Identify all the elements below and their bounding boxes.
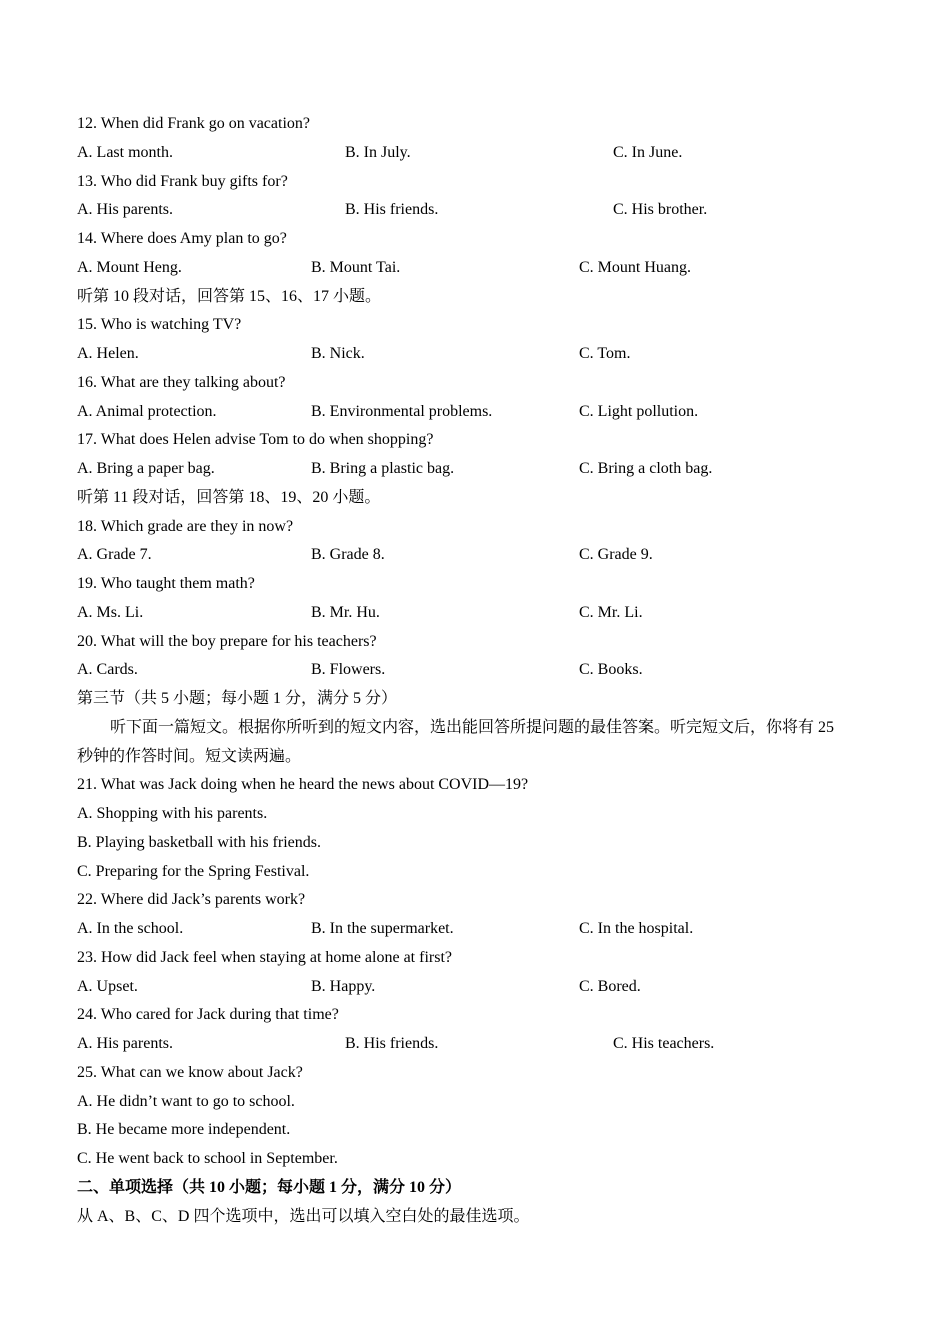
option-text: B. His friends. — [345, 201, 439, 219]
option-text: C. Mount Huang. — [579, 258, 691, 276]
option-text: C. Bored. — [579, 977, 641, 995]
text-line: 从 A、B、C、D 四个选项中，选出可以填入空白处的最佳选项。 — [77, 1207, 530, 1225]
text-line-row — [0, 373, 950, 393]
text-line-row — [0, 862, 950, 882]
option-row — [0, 977, 950, 997]
option-text: A. Ms. Li. — [77, 603, 144, 621]
text-line: 12. When did Frank go on vacation? — [77, 115, 310, 132]
option-text: A. Cards. — [77, 661, 138, 679]
option-text: C. Grade 9. — [579, 546, 653, 564]
text-line: 听第 10 段对话，回答第 15、16、17 小题。 — [77, 287, 382, 305]
option-row — [0, 459, 950, 479]
option-text: C. Bring a cloth bag. — [579, 460, 713, 477]
text-line-row — [0, 315, 950, 335]
option-text: A. Bring a paper bag. — [77, 460, 215, 477]
text-line-row — [0, 747, 950, 767]
text-line-row — [0, 114, 950, 134]
option-text: B. Mount Tai. — [311, 258, 401, 276]
text-line-row — [0, 574, 950, 594]
option-text: A. His parents. — [77, 1035, 173, 1052]
text-line: 20. What will the boy prepare for his teachers? — [77, 632, 377, 650]
text-line: 17. What does Helen advise Tom to do when shopping? — [77, 431, 434, 449]
option-text: C. Light pollution. — [579, 402, 699, 420]
text-line-row — [0, 948, 950, 968]
text-line: 24. Who cared for Jack during that time? — [77, 1006, 339, 1024]
text-line: A. Shopping with his parents. — [77, 805, 268, 822]
option-text: A. His parents. — [77, 201, 173, 219]
text-line-row — [0, 689, 950, 709]
text-line: 22. Where did Jack’s parents work? — [77, 891, 306, 909]
text-line-row — [0, 775, 950, 795]
option-row — [0, 1034, 950, 1054]
text-line-row — [0, 1092, 950, 1112]
text-line-row — [0, 430, 950, 450]
text-line: 秒钟的作答时间。短文读两遍。 — [77, 747, 302, 765]
text-line: C. He went back to school in September. — [77, 1150, 338, 1167]
option-text: C. His teachers. — [613, 1035, 715, 1052]
option-row — [0, 143, 950, 163]
section-heading-row — [0, 1178, 950, 1198]
text-line-row — [0, 833, 950, 853]
text-line: 21. What was Jack doing when he heard the news about COVID—19? — [77, 776, 529, 794]
text-line-row — [0, 1005, 950, 1025]
option-text: A. Last month. — [77, 143, 173, 161]
option-row — [0, 660, 950, 680]
option-text: C. Books. — [579, 661, 643, 679]
option-text: A. Grade 7. — [77, 546, 152, 564]
option-text: A. Animal protection. — [77, 402, 217, 420]
option-text: B. His friends. — [345, 1035, 439, 1052]
text-line: 25. What can we know about Jack? — [77, 1063, 303, 1081]
option-row — [0, 603, 950, 623]
section-heading: 二、单项选择（共 10 小题；每小题 1 分，满分 10 分） — [77, 1178, 462, 1196]
option-text: B. In July. — [345, 143, 411, 161]
text-line: C. Preparing for the Spring Festival. — [77, 862, 310, 880]
option-text: B. Bring a plastic bag. — [311, 460, 455, 477]
text-line-row — [0, 632, 950, 652]
text-line-row — [0, 1120, 950, 1140]
option-text: B. Mr. Hu. — [311, 603, 380, 621]
option-text: B. In the supermarket. — [311, 920, 454, 937]
text-line: 听第 11 段对话，回答第 18、19、20 小题。 — [77, 488, 381, 506]
text-line: B. He became more independent. — [77, 1121, 291, 1139]
option-row — [0, 258, 950, 278]
text-line: 16. What are they talking about? — [77, 373, 286, 391]
text-line: 23. How did Jack feel when staying at home alone at first? — [77, 948, 452, 966]
text-line-row — [0, 229, 950, 249]
option-text: A. Mount Heng. — [77, 258, 182, 276]
option-text: C. In the hospital. — [579, 920, 694, 937]
text-line: 15. Who is watching TV? — [77, 316, 242, 334]
text-line-row — [0, 488, 950, 508]
instruction-paragraph: 听下面一篇短文。根据你所听到的短文内容，选出能回答所提问题的最佳答案。听完短文后，你将有 25 — [110, 718, 835, 736]
text-line-row — [0, 1149, 950, 1169]
text-line: B. Playing basketball with his friends. — [77, 833, 321, 851]
text-line-row — [0, 287, 950, 307]
option-text: A. In the school. — [77, 920, 184, 937]
text-line-row — [0, 517, 950, 537]
option-row — [0, 402, 950, 422]
instruction-paragraph-row — [0, 718, 950, 738]
text-line: 18. Which grade are they in now? — [77, 517, 294, 535]
text-line: 19. Who taught them math? — [77, 575, 255, 592]
text-line-row — [0, 890, 950, 910]
text-line-row — [0, 804, 950, 824]
option-text: B. Nick. — [311, 345, 365, 362]
option-text: C. His brother. — [613, 201, 708, 219]
option-text: B. Environmental problems. — [311, 402, 493, 420]
option-row — [0, 344, 950, 364]
text-line: 14. Where does Amy plan to go? — [77, 230, 287, 247]
option-row — [0, 200, 950, 220]
text-line: 13. Who did Frank buy gifts for? — [77, 172, 288, 190]
text-line: A. He didn’t want to go to school. — [77, 1092, 295, 1110]
text-line-row — [0, 1207, 950, 1227]
text-line: 第三节（共 5 小题；每小题 1 分，满分 5 分） — [77, 690, 398, 707]
option-row — [0, 545, 950, 565]
option-text: C. In June. — [613, 143, 683, 161]
option-row — [0, 919, 950, 939]
option-text: B. Grade 8. — [311, 546, 385, 564]
option-text: C. Mr. Li. — [579, 603, 643, 621]
option-text: C. Tom. — [579, 345, 631, 362]
option-text: B. Happy. — [311, 977, 376, 995]
option-text: B. Flowers. — [311, 661, 386, 679]
option-text: A. Helen. — [77, 345, 139, 362]
text-line-row — [0, 1063, 950, 1083]
text-line-row — [0, 172, 950, 192]
option-text: A. Upset. — [77, 977, 138, 995]
